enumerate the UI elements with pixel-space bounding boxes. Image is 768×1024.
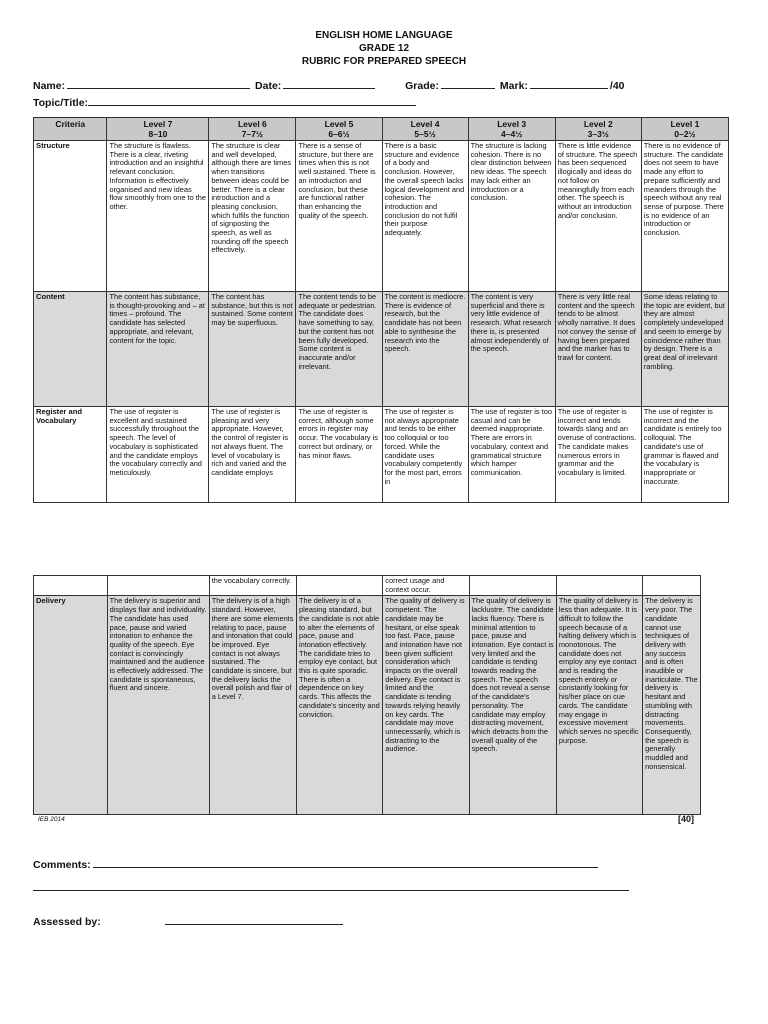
grade-label: Grade: <box>405 80 439 92</box>
delivery-level-3: The quality of delivery is lacklustre. The candidate lacks fluency. There is minimal attention to pace, pause and intonation. Eye contact is very limited and the candidate is tending towards reading the speech. The speech does not reveal a sense of the candidate's personality. The candidate may employ distracting movement, which detracts from the overall quality of the speech. <box>469 596 556 815</box>
continuation-cell-level-7 <box>107 576 209 596</box>
comments-field[interactable] <box>93 858 598 868</box>
copyright-note: IEB 2014 <box>38 816 65 823</box>
continuation-cell-level-2 <box>556 576 642 596</box>
register-level-6: The use of register is pleasing and very appropriate. However, the control of register is not always fluent. The level of vocabulary is rich and varied and the candidate employs <box>209 407 296 503</box>
content-level-6: The content has substance, but this is not sustained. Some content may be superfluous. <box>209 292 296 407</box>
delivery-level-7: The delivery is superior and displays flair and individuality. The candidate has used pace, pause and varied intonation to enhance the quality of the speech. Eye contact is convincingly maintained and the audience is effectively addressed. The candidate is spontaneous, fluent and sincere. <box>107 596 209 815</box>
comments-label: Comments: <box>33 859 91 871</box>
assessed-row <box>33 915 345 928</box>
delivery-level-5: The delivery is of a pleasing standard, but the candidate is not able to alter the elements of pace, pause and intonation effectively. The candidate tries to employ eye contact, but this is quite sporadic. There is often a dependence on key cards. This affects the candidate's sincerity and conviction. <box>297 596 383 815</box>
content-level-3: The content is very superficial and there is very little evidence of research. What research there is, is presented almost independently of the speech. <box>468 292 555 407</box>
assessed-label: Assessed by: <box>33 916 101 928</box>
delivery-level-6: The delivery is of a high standard. However, there are some elements relating to pace, pause and intonation that could be improved. Eye contact is not always sustained. The candidate is sincere, but the delivery lacks the overall polish and flair of a Level 7. <box>209 596 296 815</box>
criterion-structure: Structure <box>34 141 107 292</box>
rubric-row-continuation <box>34 576 701 596</box>
continuation-cell-criteria <box>34 576 108 596</box>
form-row-topic <box>33 96 418 109</box>
content-level-2: There is very little real content and the speech tends to be almost wholly narrative. It does not convey the sense of having been prepared and the marker has to trawl for content. <box>555 292 641 407</box>
register-level-2: The use of register is incorrect and tends towards slang and an overuse of contractions. The candidate makes numerous errors in grammar and the vocabulary is limited. <box>555 407 641 503</box>
col-header-level-4: Level 4 5–5½ <box>382 118 468 141</box>
comments-row <box>33 858 600 871</box>
comments-line-2[interactable] <box>33 890 629 891</box>
topic-label: Topic/Title: <box>33 97 89 109</box>
topic-field[interactable] <box>88 96 416 106</box>
col-header-criteria: Criteria <box>34 118 107 141</box>
mark-label: Mark: <box>499 80 528 92</box>
col-header-level-6: Level 6 7–7½ <box>209 118 296 141</box>
col-header-level-7: Level 7 8–10 <box>107 118 209 141</box>
structure-level-4: There is a basic structure and evidence of a body and conclusion. However, the overall speech lacks logical development and cohesion. The introduction and conclusion do not fulfil their purpose adequately. <box>382 141 468 292</box>
continuation-cell-level-1 <box>643 576 701 596</box>
date-label: Date: <box>255 80 282 92</box>
structure-level-1: There is no evidence of structure. The candidate does not seem to have made any effort to prepare sufficiently and meanders through the speech without any real sense of purpose. There is no evidence of an introduction or conclusion. <box>641 141 728 292</box>
col-header-level-3: Level 3 4–4½ <box>468 118 555 141</box>
criterion-register-vocabulary: Register and Vocabulary <box>34 407 107 503</box>
doc-title-rubric: RUBRIC FOR PREPARED SPEECH <box>301 56 467 67</box>
continuation-cell-level-6: the vocabulary correctly. <box>209 576 296 596</box>
doc-title-grade: GRADE 12 <box>358 43 409 54</box>
rubric-row-content <box>34 292 729 407</box>
register-level-4: The use of register is not always appropriate and tends to be either too colloquial or too forced. While the candidate uses vocabulary competently for the most part, errors in <box>382 407 468 503</box>
content-level-5: The content tends to be adequate or pedestrian. The candidate does have something to say, but the content has not been fully developed. Some content is inaccurate and/or irrelevant. <box>296 292 382 407</box>
col-header-level-2: Level 2 3–3½ <box>555 118 641 141</box>
structure-level-5: There is a sense of structure, but there are times when this is not well sustained. There is an introduction and conclusion, but these are functional rather than enhancing the quality of the speech. <box>296 141 382 292</box>
content-level-7: The content has substance, is thought-provoking and – at times – profound. The candidate has selected appropriate, and relevant, content for the topic. <box>107 292 209 407</box>
delivery-level-1: The delivery is very poor. The candidate cannot use techniques of delivery with any success and is often inaudible or inarticulate. The delivery is hesitant and stumbling with distracting movements. Consequently, the speech is generally muddled and nonsensical. <box>643 596 701 815</box>
criterion-content: Content <box>34 292 107 407</box>
structure-level-2: There is little evidence of structure. The speech has been sequenced illogically and ideas do not follow on meaningfully from each other. The speech is without an introduction and/or conclusion. <box>555 141 641 292</box>
structure-level-6: The structure is clear and well developed, although there are times when transitions between ideas could be better. There is a clear introduction and a pleasing conclusion, which fulfils the function of signposting the speech, as well as rounding off the speech effectively. <box>209 141 296 292</box>
register-level-5: The use of register is correct, although some errors in register may occur. The vocabulary is correct but ordinary, or has minor flaws. <box>296 407 382 503</box>
content-level-1: Some ideas relating to the topic are evident, but they are almost completely undeveloped and seem to emerge by coincidence rather than by design. There is a great deal of irrelevant rambling. <box>641 292 728 407</box>
date-field[interactable] <box>283 79 375 89</box>
col-header-level-5: Level 5 6–6½ <box>296 118 382 141</box>
register-level-1: The use of register is incorrect and the candidate is entirely too colloquial. The candidate's use of grammar is flawed and the vocabulary is inappropriate or inaccurate. <box>641 407 728 503</box>
name-label: Name: <box>33 80 66 92</box>
grade-field[interactable] <box>441 79 495 89</box>
rubric-header-row <box>34 118 729 141</box>
register-level-3: The use of register is too casual and can be deemed inappropriate. There are errors in vocabulary, context and grammatical structure which hamper communication. <box>468 407 555 503</box>
continuation-cell-level-5 <box>297 576 383 596</box>
mark-total: /40 <box>609 80 625 92</box>
criterion-delivery: Delivery <box>34 596 108 815</box>
rubric-row-register <box>34 407 729 503</box>
total-mark: [40] <box>678 814 695 824</box>
continuation-cell-level-3 <box>469 576 556 596</box>
doc-title-subject: ENGLISH HOME LANGUAGE <box>315 30 453 41</box>
delivery-level-4: The quality of delivery is competent. The candidate may be hesitant, or else speak too fast. Pace, pause and intonation have not been given sufficient consideration which impacts on the overall delivery. Eye contact is limited and the candidate is tending towards relying heavily on key cards. The candidate may move unnecessarily, which is distracting to the audience. <box>383 596 469 815</box>
form-row-name <box>33 79 625 92</box>
delivery-level-2: The quality of delivery is less than adequate. It is difficult to follow the speech because of a halting delivery which is monotonous. The candidate does not employ any eye contact and is reading the speech entirely or constantly looking for his/her place on cue cards. The candidate may engage in excessive movement which serves no specific purpose. <box>556 596 642 815</box>
rubric-row-delivery <box>34 596 701 815</box>
rubric-row-structure <box>34 141 729 292</box>
structure-level-3: The structure is lacking cohesion. There is no clear distinction between new ideas. The speech may lack either an introduction or a conclusion. <box>468 141 555 292</box>
continuation-cell-level-4: correct usage and context occur. <box>383 576 469 596</box>
structure-level-7: The structure is flawless. There is a clear, riveting introduction and an insightful relevant conclusion. Information is effectively organised and new ideas flow smoothly from one to the other. <box>107 141 209 292</box>
register-level-7: The use of register is excellent and sustained successfully throughout the speech. The level of vocabulary is sophisticated and the candidate employs the vocabulary correctly and meticulously. <box>107 407 209 503</box>
content-level-4: The content is mediocre. There is evidence of research, but the candidate has not been able to synthesise the research into the speech. <box>382 292 468 407</box>
rubric-table-part1 <box>33 117 729 503</box>
rubric-table-part2 <box>33 575 701 815</box>
col-header-level-1: Level 1 0–2½ <box>641 118 728 141</box>
assessed-field[interactable] <box>165 915 343 925</box>
name-field[interactable] <box>67 79 250 89</box>
mark-field[interactable] <box>530 79 608 89</box>
